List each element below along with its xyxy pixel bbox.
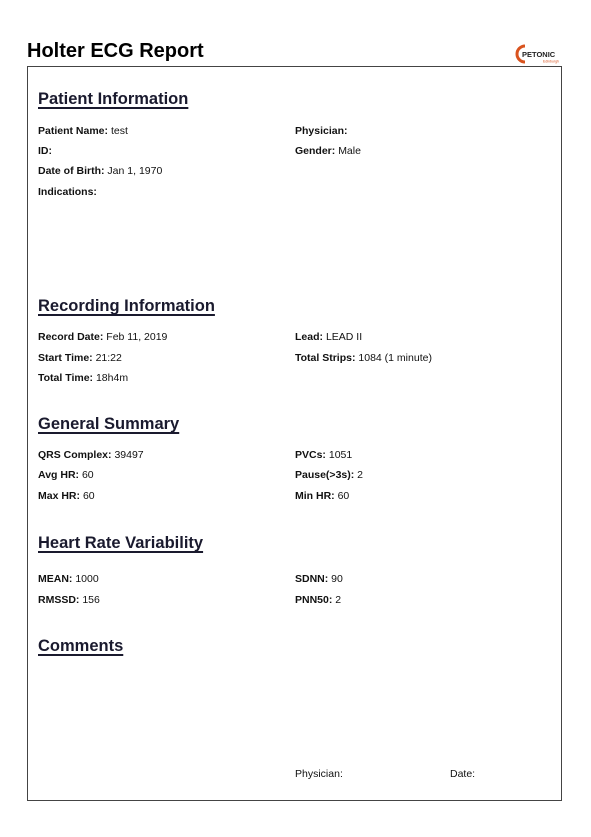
start-time-field bbox=[38, 352, 122, 364]
pnn50-field bbox=[295, 594, 341, 606]
qrs-complex-label: QRS Complex: bbox=[38, 449, 112, 461]
gender-value: Male bbox=[338, 145, 361, 157]
pnn50-value: 2 bbox=[335, 594, 342, 606]
date-signature-label: Date: bbox=[450, 768, 476, 780]
patient-id-label: ID: bbox=[38, 145, 52, 157]
pause-label: Pause(>3s): bbox=[295, 469, 355, 481]
comments-heading: Comments bbox=[38, 637, 124, 655]
report-title: Holter ECG Report bbox=[27, 40, 204, 62]
physician-signature-label: Physician: bbox=[295, 768, 343, 780]
sdnn-value: 90 bbox=[331, 573, 343, 585]
patient-info-heading: Patient Information bbox=[38, 90, 189, 108]
dob-label: Date of Birth: bbox=[38, 165, 105, 177]
patient-name-field bbox=[38, 125, 128, 137]
indications-field bbox=[38, 186, 97, 198]
pause-field bbox=[295, 469, 363, 481]
lead-field bbox=[295, 331, 362, 343]
max-hr-value: 60 bbox=[82, 490, 95, 502]
avg-hr-value: 60 bbox=[81, 469, 94, 481]
indications-label: Indications: bbox=[38, 186, 97, 198]
pvcs-label: PVCs: bbox=[295, 449, 326, 461]
min-hr-value: 60 bbox=[337, 490, 350, 502]
lead-value: LEAD II bbox=[325, 331, 363, 343]
start-time-value: 21:22 bbox=[95, 352, 122, 364]
recording-info-heading: Recording Information bbox=[38, 297, 215, 315]
rmssd-field bbox=[38, 594, 100, 606]
physician-field bbox=[295, 125, 348, 137]
record-date-label: Record Date: bbox=[38, 331, 104, 343]
total-time-value: 18h4m bbox=[95, 372, 129, 384]
min-hr-field bbox=[295, 490, 349, 502]
logo-subtext: Edinburgh bbox=[543, 59, 559, 64]
pnn50-label: PNN50: bbox=[295, 594, 333, 606]
sdnn-label: SDNN: bbox=[295, 573, 329, 585]
patient-name-label: Patient Name: bbox=[38, 125, 109, 137]
qrs-complex-field bbox=[38, 449, 144, 461]
avg-hr-label: Avg HR: bbox=[38, 469, 80, 481]
rmssd-value: 156 bbox=[82, 594, 100, 606]
rmssd-label: RMSSD: bbox=[38, 594, 80, 606]
hrv-heading: Heart Rate Variability bbox=[38, 534, 204, 552]
max-hr-field bbox=[38, 490, 95, 502]
dob-field bbox=[38, 165, 162, 177]
total-strips-value: 1084 (1 minute) bbox=[358, 352, 432, 364]
gender-label: Gender: bbox=[295, 145, 336, 157]
pause-value: 2 bbox=[357, 469, 364, 481]
petonic-logo bbox=[515, 43, 563, 65]
pvcs-value: 1051 bbox=[328, 449, 353, 461]
mean-value: 1000 bbox=[75, 573, 99, 585]
qrs-complex-value: 39497 bbox=[114, 449, 144, 461]
record-date-value: Feb 11, 2019 bbox=[106, 331, 168, 343]
dob-value: Jan 1, 1970 bbox=[107, 165, 163, 177]
record-date-field bbox=[38, 331, 167, 343]
mean-field bbox=[38, 573, 99, 585]
total-time-field bbox=[38, 372, 128, 384]
total-strips-field bbox=[295, 352, 432, 364]
patient-name-value: test bbox=[110, 125, 128, 137]
pvcs-field bbox=[295, 449, 352, 461]
physician-label: Physician: bbox=[295, 125, 348, 137]
start-time-label: Start Time: bbox=[38, 352, 93, 364]
lead-label: Lead: bbox=[295, 331, 324, 343]
logo-wordmark: PETONIC bbox=[522, 50, 556, 59]
gender-field bbox=[295, 145, 361, 157]
patient-id-field bbox=[38, 145, 52, 157]
total-strips-label: Total Strips: bbox=[295, 352, 356, 364]
total-time-label: Total Time: bbox=[38, 372, 94, 384]
general-summary-heading: General Summary bbox=[38, 415, 180, 433]
max-hr-label: Max HR: bbox=[38, 490, 81, 502]
avg-hr-field bbox=[38, 469, 94, 481]
mean-label: MEAN: bbox=[38, 573, 73, 585]
min-hr-label: Min HR: bbox=[295, 490, 335, 502]
sdnn-field bbox=[295, 573, 343, 585]
